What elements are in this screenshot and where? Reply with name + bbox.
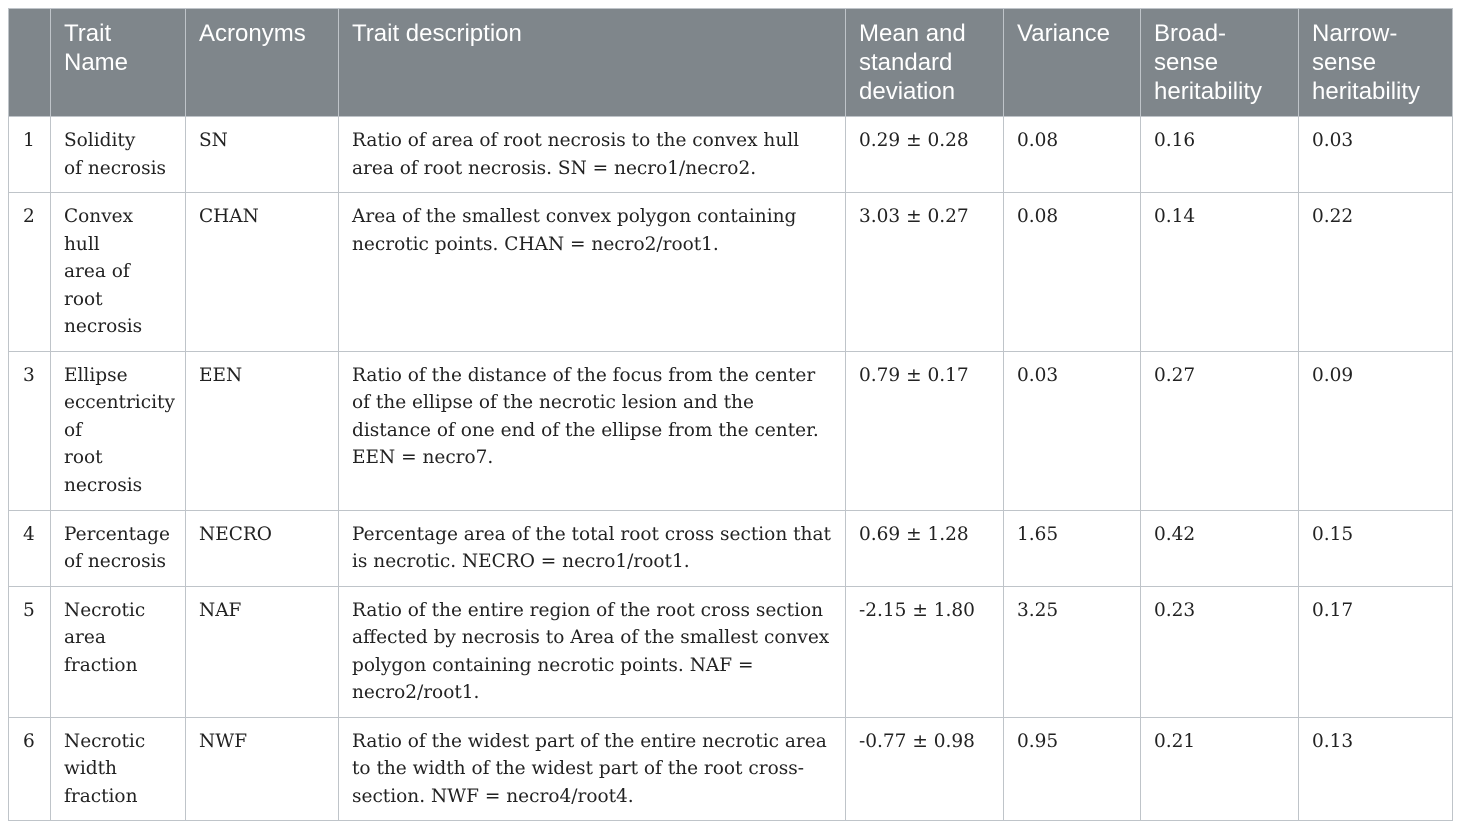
cell-broad-heritability: 0.21: [1141, 717, 1299, 821]
cell-broad-heritability: 0.16: [1141, 117, 1299, 193]
traits-table: [8, 8, 1453, 821]
cell-description: Ratio of the widest part of the entire necrotic area to the width of the widest part of the root cross-section. NWF = necro4/root4.: [339, 717, 846, 821]
header-broad-heritability: Broad- sense heritability: [1141, 9, 1299, 117]
cell-number: 4: [9, 510, 51, 586]
cell-trait-name: Ellipse eccentricity of root necrosis: [51, 351, 186, 510]
cell-variance: 1.65: [1004, 510, 1141, 586]
cell-mean-sd: 0.29 ± 0.28: [846, 117, 1004, 193]
cell-variance: 0.08: [1004, 117, 1141, 193]
cell-acronym: NAF: [186, 586, 339, 717]
table-row: [9, 510, 1453, 586]
cell-description: Area of the smallest convex polygon containing necrotic points. CHAN = necro2/root1.: [339, 193, 846, 352]
table-body: [9, 117, 1453, 821]
cell-broad-heritability: 0.42: [1141, 510, 1299, 586]
cell-trait-name: Necrotic area fraction: [51, 586, 186, 717]
cell-description: Ratio of the entire region of the root cross section affected by necrosis to Area of the smallest convex polygon containing necrotic points. NAF = necro2/root1.: [339, 586, 846, 717]
cell-variance: 0.08: [1004, 193, 1141, 352]
cell-description: Percentage area of the total root cross section that is necrotic. NECRO = necro1/root1.: [339, 510, 846, 586]
cell-variance: 3.25: [1004, 586, 1141, 717]
cell-variance: 0.95: [1004, 717, 1141, 821]
cell-mean-sd: -0.77 ± 0.98: [846, 717, 1004, 821]
cell-number: 2: [9, 193, 51, 352]
header-variance: Variance: [1004, 9, 1141, 117]
cell-trait-name: Solidity of necrosis: [51, 117, 186, 193]
cell-acronym: EEN: [186, 351, 339, 510]
header-number: [9, 9, 51, 117]
header-trait-description: Trait description: [339, 9, 846, 117]
cell-description: Ratio of the distance of the focus from the center of the ellipse of the necrotic lesion and the distance of one end of the ellipse from the center. EEN = necro7.: [339, 351, 846, 510]
cell-narrow-heritability: 0.15: [1299, 510, 1453, 586]
cell-narrow-heritability: 0.03: [1299, 117, 1453, 193]
cell-narrow-heritability: 0.22: [1299, 193, 1453, 352]
cell-acronym: NECRO: [186, 510, 339, 586]
cell-narrow-heritability: 0.17: [1299, 586, 1453, 717]
cell-trait-name: Necrotic width fraction: [51, 717, 186, 821]
cell-description: Ratio of area of root necrosis to the convex hull area of root necrosis. SN = necro1/necro2.: [339, 117, 846, 193]
table-row: [9, 717, 1453, 821]
header-mean-sd: Mean and standard deviation: [846, 9, 1004, 117]
cell-acronym: CHAN: [186, 193, 339, 352]
cell-broad-heritability: 0.23: [1141, 586, 1299, 717]
table-row: [9, 193, 1453, 352]
cell-narrow-heritability: 0.13: [1299, 717, 1453, 821]
cell-acronym: SN: [186, 117, 339, 193]
header-acronyms: Acronyms: [186, 9, 339, 117]
cell-number: 5: [9, 586, 51, 717]
cell-variance: 0.03: [1004, 351, 1141, 510]
cell-mean-sd: -2.15 ± 1.80: [846, 586, 1004, 717]
cell-narrow-heritability: 0.09: [1299, 351, 1453, 510]
table-header: [9, 9, 1453, 117]
table-row: [9, 586, 1453, 717]
table-row: [9, 351, 1453, 510]
cell-acronym: NWF: [186, 717, 339, 821]
header-narrow-heritability: Narrow- sense heritability: [1299, 9, 1453, 117]
cell-number: 6: [9, 717, 51, 821]
cell-number: 1: [9, 117, 51, 193]
cell-broad-heritability: 0.14: [1141, 193, 1299, 352]
cell-mean-sd: 0.79 ± 0.17: [846, 351, 1004, 510]
cell-mean-sd: 0.69 ± 1.28: [846, 510, 1004, 586]
cell-broad-heritability: 0.27: [1141, 351, 1299, 510]
cell-trait-name: Convex hull area of root necrosis: [51, 193, 186, 352]
cell-number: 3: [9, 351, 51, 510]
header-row: [9, 9, 1453, 117]
cell-mean-sd: 3.03 ± 0.27: [846, 193, 1004, 352]
header-trait-name: Trait Name: [51, 9, 186, 117]
table-row: [9, 117, 1453, 193]
cell-trait-name: Percentage of necrosis: [51, 510, 186, 586]
